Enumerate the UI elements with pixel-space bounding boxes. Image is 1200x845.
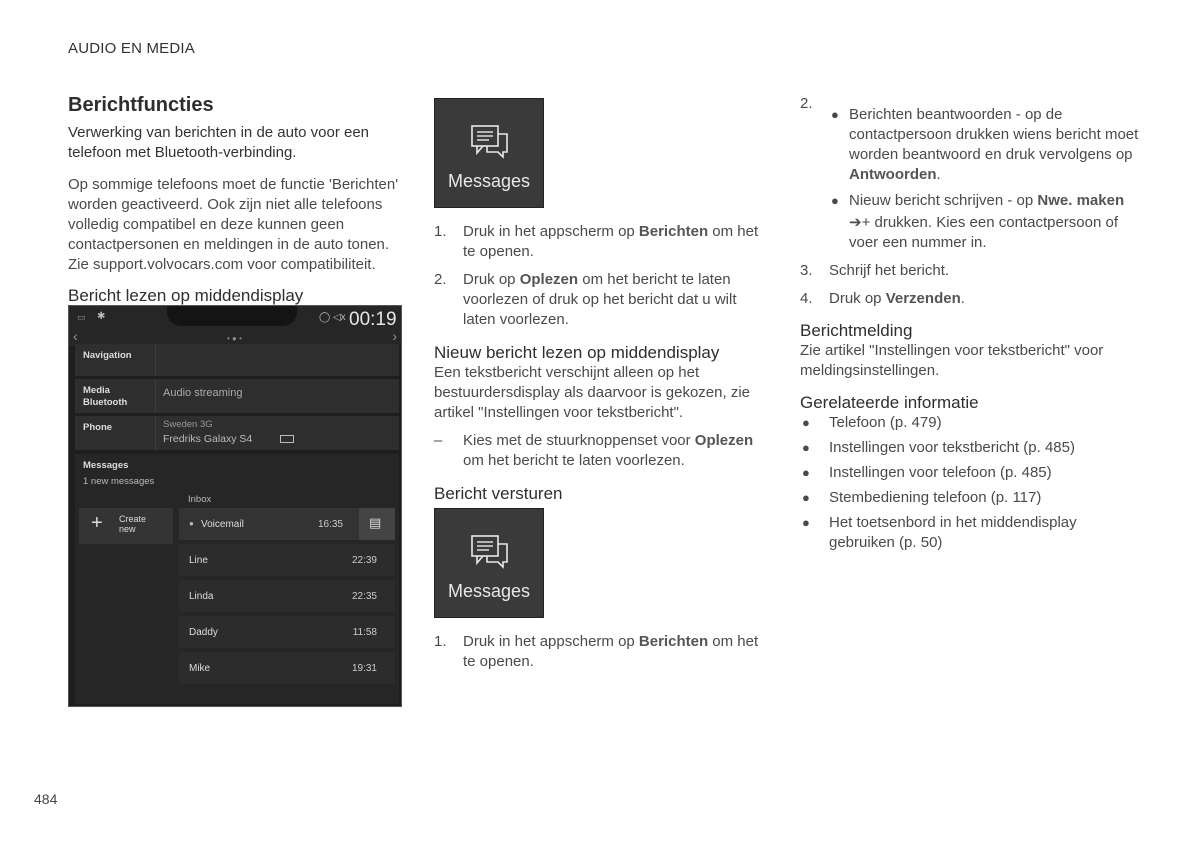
steps-read (434, 222, 769, 330)
bullet-icon: ● (831, 193, 839, 208)
arrow-right-icon: ➔ (849, 214, 862, 231)
related-link[interactable] (800, 413, 1140, 433)
inbox-item[interactable] (179, 580, 395, 612)
step-number: 1. (434, 223, 447, 240)
plus-icon: + (91, 512, 103, 534)
bullet-icon: ● (831, 107, 839, 122)
step-text: Druk op (463, 271, 520, 288)
inbox-item-voicemail[interactable] (179, 508, 395, 540)
inbox-item-name: Line (189, 555, 208, 566)
intro-text: Verwerking van berichten in de auto voor een telefoon met Bluetooth-verbinding. (68, 124, 370, 161)
inbox-item-time: 22:39 (351, 555, 377, 566)
compat-text: Op sommige telefoons moet de functie 'Berichten' worden geactiveerd. Ook zijn niet alle telefoons volledig compatibel en deze kunnen geen contactpersonen en meldingen in de auto tonen. Zie support.volvocars.com voor compatibiliteit. (68, 176, 399, 273)
step-text: Druk op (829, 290, 886, 307)
row-label-phone: Phone (83, 422, 113, 433)
bluetooth-icon: ✱ (97, 311, 106, 322)
speaker-icon: ▤ (369, 515, 382, 530)
step-text: Kies met de stuurknoppenset voor (463, 432, 695, 449)
battery-icon (280, 435, 294, 443)
link-text: Het toetsenbord in het middendisplay gebruiken (p. 50) (829, 514, 1077, 551)
step-item (434, 632, 769, 672)
heading-related: Gerelateerde informatie (800, 393, 979, 412)
dash-item (434, 431, 769, 471)
bullet-icon: ● (802, 465, 810, 480)
inbox-item[interactable] (179, 652, 395, 684)
related-links (800, 413, 1140, 553)
link-text: Telefoon (p. 479) (829, 414, 942, 431)
step-number: 1. (434, 633, 447, 650)
step-text: om het bericht te laten voorlezen. (463, 452, 685, 469)
bullet-icon: ● (802, 415, 810, 430)
bullet-item (829, 191, 1140, 253)
bullet-text: . (936, 166, 941, 183)
page-dots: • ● • (227, 334, 242, 343)
inbox-item-time: 19:31 (351, 663, 377, 674)
link-text: Stembediening telefoon (p. 117) (829, 489, 1042, 506)
center-display-screenshot (68, 305, 402, 707)
new-label: new (119, 524, 136, 534)
keyword: Oplezen (519, 271, 579, 288)
keyword: Berichten (638, 223, 709, 240)
row-phone[interactable] (75, 416, 399, 450)
column-right (800, 95, 1140, 553)
heading-new-message: Nieuw bericht lezen op middendisplay (434, 343, 720, 362)
bullet-icon: ● (802, 440, 810, 455)
subheading-read: Bericht lezen op middendisplay (68, 286, 304, 305)
bullet-icon: ● (802, 515, 810, 530)
row-media[interactable] (75, 379, 399, 413)
network-name: Sweden 3G (163, 419, 213, 430)
link-text: Instellingen voor telefoon (p. 485) (829, 464, 1052, 481)
menu-icon: ▭ (77, 312, 86, 322)
inbox-item-time: 16:35 (317, 519, 343, 530)
page-title: Berichtfuncties (68, 94, 214, 116)
step-number: 3. (800, 262, 813, 279)
related-link[interactable] (800, 488, 1140, 508)
column-middle (434, 98, 769, 672)
read-aloud-button[interactable] (359, 508, 395, 540)
step-text: Druk in het appscherm op (463, 633, 639, 650)
step-number: 2. (800, 95, 813, 112)
heading-send: Bericht versturen (434, 484, 563, 503)
step-item (434, 270, 769, 330)
keyword: Berichten (638, 633, 709, 650)
row-label-bluetooth: Bluetooth (83, 397, 128, 408)
step-text: . (960, 290, 965, 307)
create-new-button[interactable] (79, 508, 173, 544)
inbox-item-name: Linda (189, 591, 214, 602)
keyword: Oplezen (694, 432, 754, 449)
keyword: Antwoorden (849, 166, 937, 183)
divider (155, 379, 156, 413)
step-number: 2. (434, 271, 447, 288)
row-label-messages: Messages (83, 460, 129, 471)
related-link[interactable] (800, 438, 1140, 458)
step-text: om het te openen. (463, 633, 759, 670)
inbox-item[interactable] (179, 616, 395, 648)
inbox-item-time: 22:35 (351, 591, 377, 602)
audio-streaming-label: Audio streaming (163, 387, 243, 399)
messages-app-tile[interactable] (434, 98, 544, 208)
inbox-item-time: 11:58 (352, 627, 377, 638)
new-messages-count: 1 new messages (83, 476, 155, 487)
messages-app-tile[interactable] (434, 508, 544, 618)
reply-options (829, 95, 1140, 253)
row-navigation[interactable] (75, 344, 399, 376)
bullet-text: Berichten beantwoorden - op de contactpersoon drukken wiens bericht moet worden beantwoord en druk vervolgens op (849, 106, 1139, 163)
related-link[interactable] (800, 513, 1140, 553)
step-text: om het te openen. (463, 223, 759, 260)
tile-label: Messages (447, 581, 531, 601)
inbox-item-name: Voicemail (201, 519, 244, 530)
bullet-icon: ● (802, 490, 810, 505)
tile-label: Messages (447, 171, 531, 191)
step-text: om het bericht te laten voorlezen of druk op het bericht dat u wilt laten voorlezen. (463, 271, 737, 328)
step-item (800, 95, 1140, 253)
clock: 00:19 (349, 309, 397, 330)
link-text: Instellingen voor tekstbericht (p. 485) (829, 439, 1075, 456)
driver-display-text: Een tekstbericht verschijnt alleen op het bestuurdersdisplay als daarvoor is gekozen, zie artikel "Instellingen voor tekstbericht". (434, 364, 751, 421)
create-label: Create (119, 514, 147, 524)
column-left (68, 94, 403, 306)
device-name: Fredriks Galaxy S4 (163, 433, 253, 445)
step-item (800, 261, 1140, 281)
bullet-text: + drukken. Kies een contactpersoon of voer een nummer in. (849, 214, 1118, 251)
section-header: AUDIO EN MEDIA (68, 40, 195, 57)
unread-dot-icon: ● (189, 519, 194, 528)
row-label-navigation: Navigation (83, 350, 132, 361)
step-text: Schrijf het bericht. (829, 262, 950, 279)
heading-notification: Berichtmelding (800, 321, 913, 340)
bullet-text: Nieuw bericht schrijven - op (849, 192, 1038, 209)
dash-mark: – (434, 432, 443, 449)
divider (155, 416, 156, 450)
inbox-item-name: Daddy (189, 627, 218, 638)
messages-icon (471, 125, 509, 159)
related-link[interactable] (800, 463, 1140, 483)
step-number: 4. (800, 290, 813, 307)
chevron-left-icon[interactable]: ‹ (73, 328, 78, 344)
divider (155, 344, 156, 376)
steps-send (434, 632, 769, 672)
keyword: Verzenden (885, 290, 961, 307)
step-item (434, 222, 769, 262)
page-number: 484 (34, 791, 58, 807)
keyword: Nwe. maken (1037, 192, 1125, 209)
row-label-media: Media (83, 385, 110, 396)
notification-text: Zie artikel "Instellingen voor tekstbericht" voor meldingsinstellingen. (800, 342, 1104, 379)
step-text: Druk in het appscherm op (463, 223, 639, 240)
inbox-item-name: Mike (189, 663, 211, 674)
connection-icons: ◯ ◁x (319, 312, 346, 323)
step-item (800, 289, 1140, 309)
messages-icon (471, 535, 509, 569)
display-notch (167, 306, 297, 326)
bullet-item (829, 105, 1140, 185)
chevron-right-icon[interactable]: › (392, 328, 397, 344)
inbox-item[interactable] (179, 544, 395, 576)
inbox-label: Inbox (188, 494, 212, 505)
